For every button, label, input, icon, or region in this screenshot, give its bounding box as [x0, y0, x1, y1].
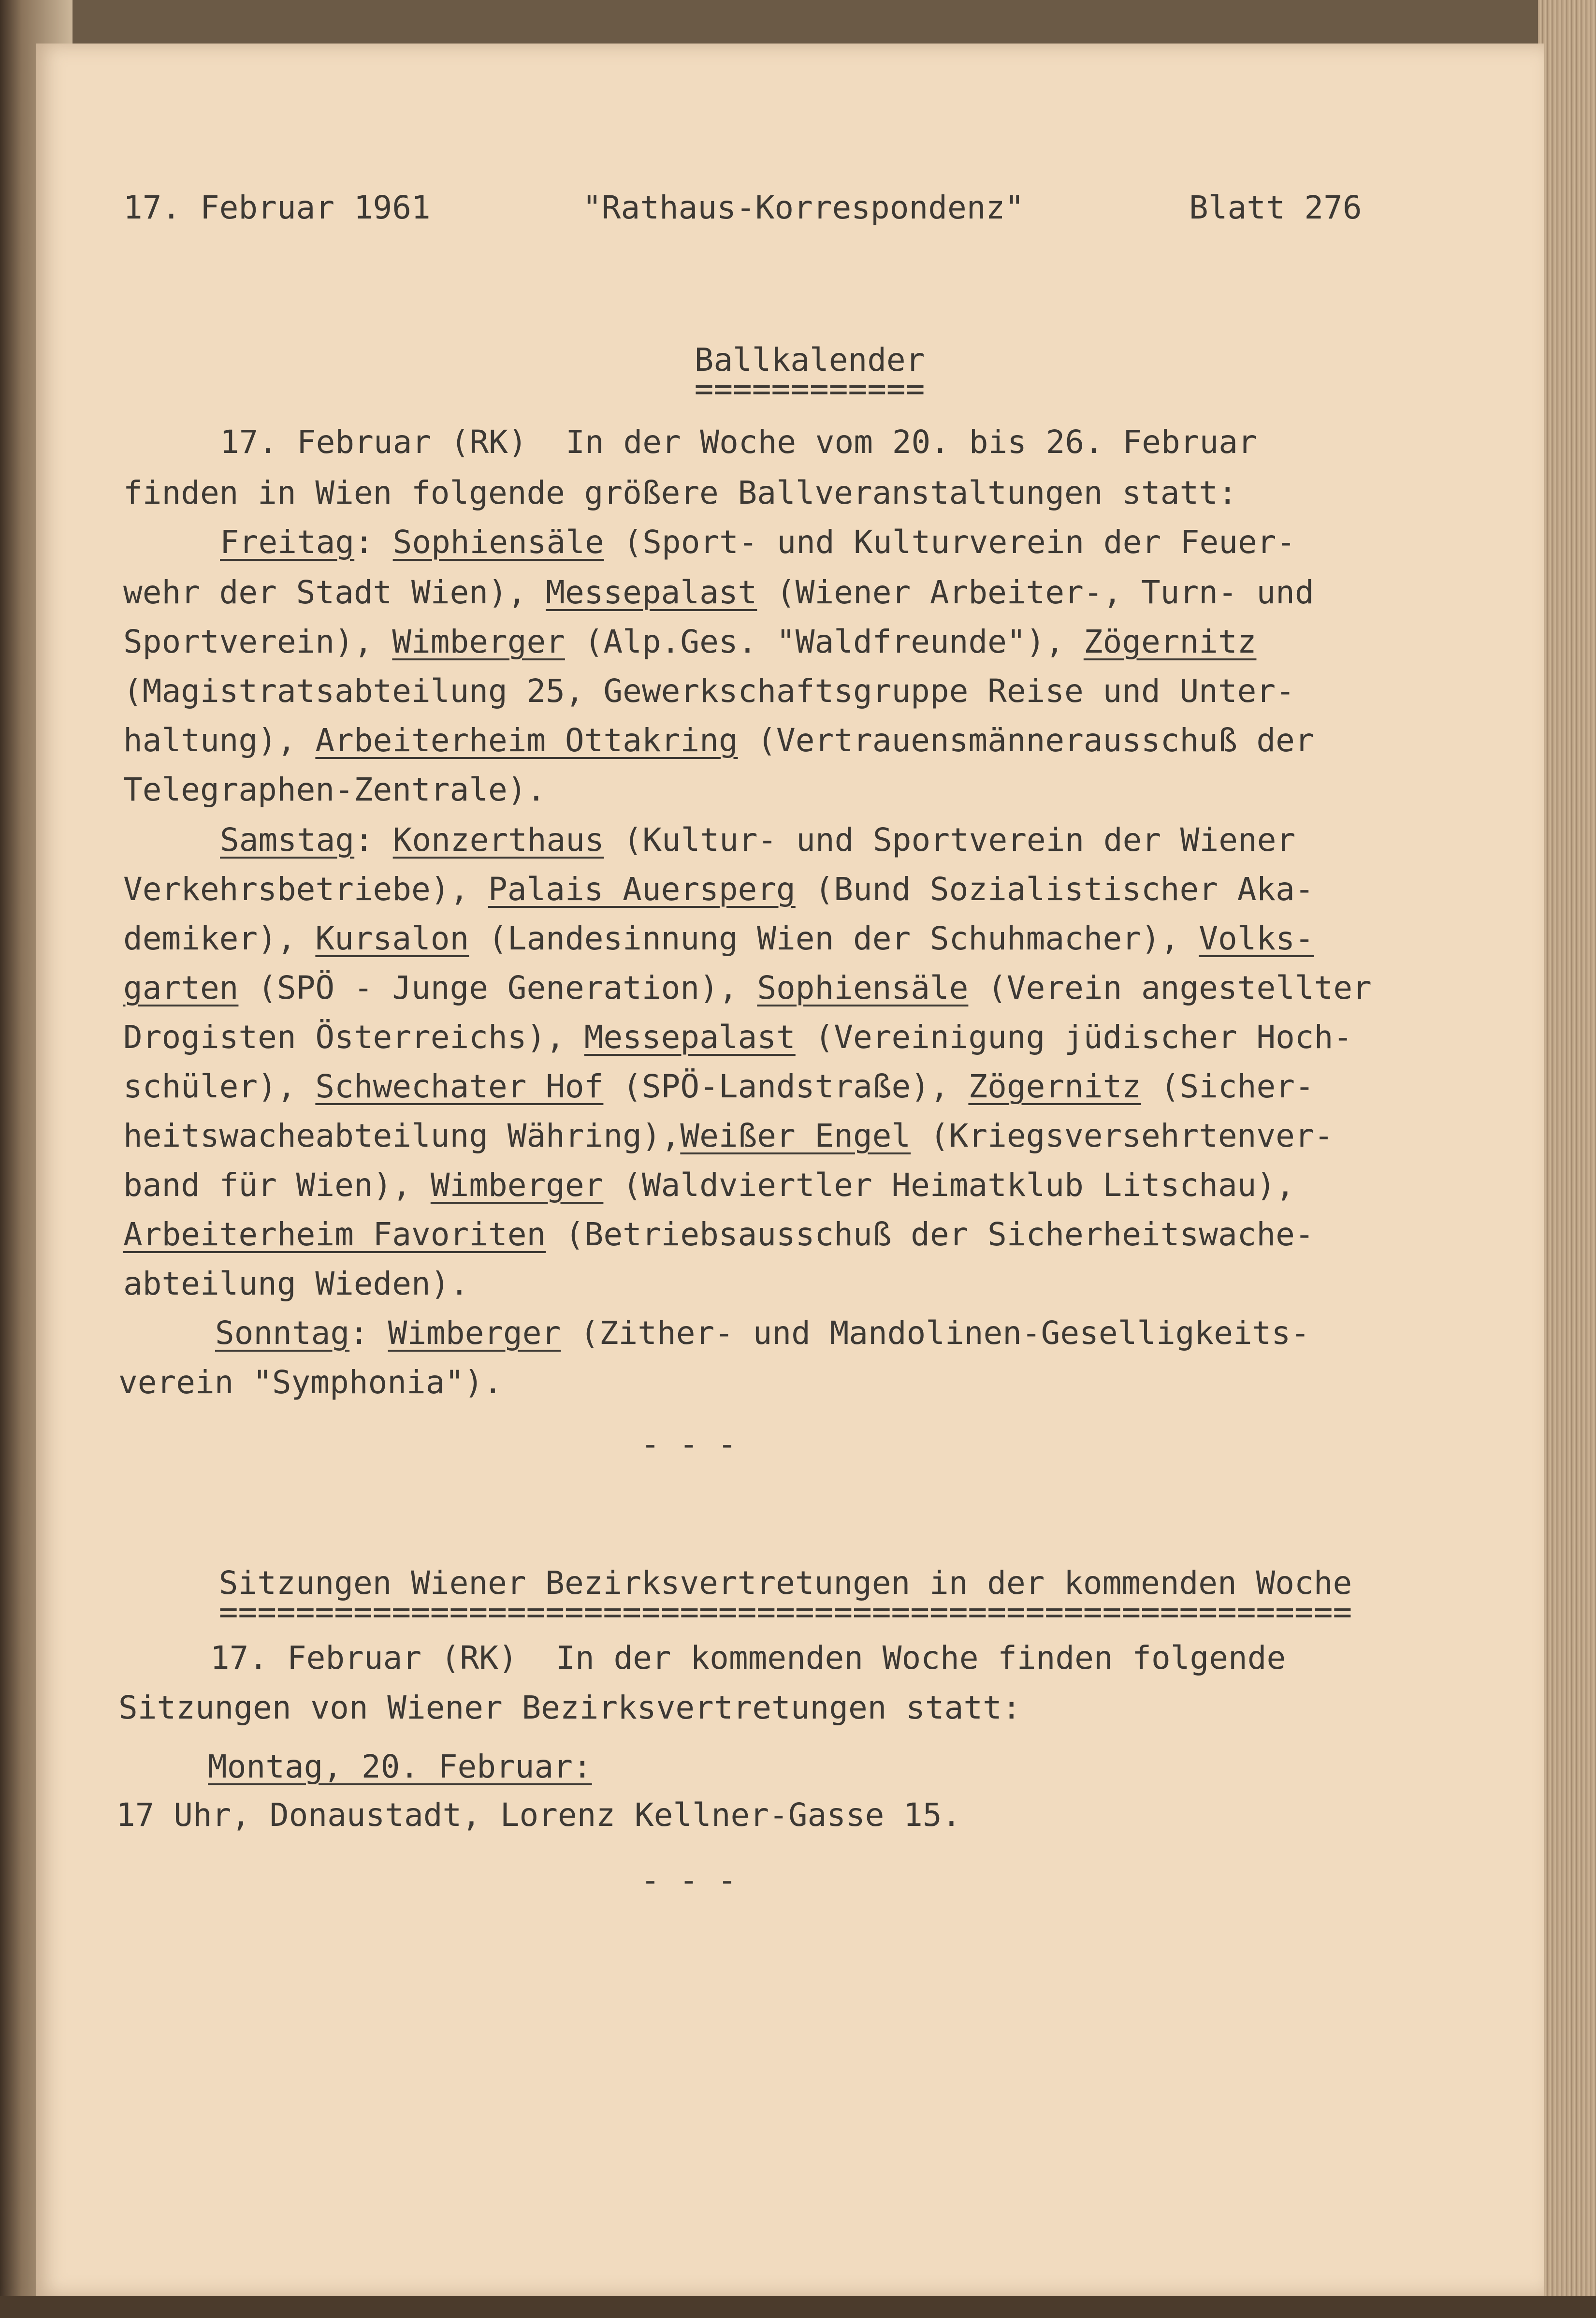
scan-page-edges: [1538, 0, 1596, 2318]
venue-detail: wehr der Stadt Wien),: [123, 574, 527, 611]
venue-detail: Drogisten Österreichs),: [123, 1019, 565, 1056]
venue: Palais Auersperg: [488, 871, 796, 908]
freitag-line-1: Freitag: Sophiensäle (Sport- und Kulturverein der Feuer-: [220, 524, 1296, 561]
section-title-rule: ===========================================================: [218, 1593, 1352, 1631]
venue-detail: Sportverein),: [123, 623, 373, 660]
venue-detail: (Verein angestellter: [987, 969, 1372, 1006]
venue: Wimberger: [392, 623, 565, 660]
section-title-ballkalender: Ballkalender: [694, 341, 925, 379]
venue-detail: (Betriebsausschuß der Sicherheitswache-: [565, 1216, 1314, 1253]
venue-detail: (Kultur- und Sportverein der Wiener: [623, 821, 1296, 859]
scan-bottom-edge: [0, 2296, 1596, 2318]
venue-detail: band für Wien),: [123, 1166, 412, 1204]
meeting-day: [208, 1748, 592, 1786]
venue: Zögernitz: [968, 1068, 1142, 1105]
samstag-line-5: [123, 1018, 1352, 1057]
freitag-line-6: Telegraphen-Zentrale).: [123, 771, 546, 808]
section-title-rule: ============: [694, 370, 925, 408]
day-label: Montag, 20. Februar:: [208, 1748, 592, 1785]
venue: Messepalast: [584, 1019, 796, 1056]
venue-detail: (Vertrauensmännerausschuß der: [757, 722, 1314, 759]
venue: Arbeiterheim Ottakring: [315, 722, 738, 759]
day-label: Sonntag: [215, 1314, 350, 1352]
dateline-text: 17. Februar (RK): [220, 423, 527, 461]
intro-text: In der kommenden Woche finden folgende: [556, 1639, 1286, 1677]
header-publication: "Rathaus-Korrespondenz": [582, 189, 1024, 226]
samstag-line-10: abteilung Wieden).: [123, 1265, 469, 1302]
header-date: 17. Februar 1961: [123, 189, 431, 226]
venue-detail: (Vereinigung jüdischer Hoch-: [814, 1019, 1353, 1056]
intro-text: In der Woche vom 20. bis 26. Februar: [566, 423, 1257, 461]
venue-detail: (Sicher-: [1160, 1068, 1314, 1105]
dateline-text: 17. Februar (RK): [210, 1639, 518, 1677]
freitag-line-2: [123, 573, 1314, 612]
day-label: Freitag: [220, 524, 355, 561]
section-title-sitzungen: Sitzungen Wiener Bezirksvertretungen in der kommenden Woche: [218, 1564, 1352, 1602]
venue-detail: (Waldviertler Heimatklub Litschau),: [623, 1166, 1295, 1204]
venue-detail: (SPÖ - Junge Generation),: [258, 969, 738, 1006]
samstag-line-9: [123, 1215, 1314, 1254]
day-label: Samstag: [220, 821, 355, 859]
venue-detail: (SPÖ-Landstraße),: [623, 1068, 949, 1105]
samstag-line-2: [123, 870, 1314, 909]
header-sheet: Blatt 276: [1189, 189, 1362, 226]
venue: Volks-: [1199, 920, 1314, 957]
section-end-mark: - - -: [640, 1426, 737, 1463]
venue: garten: [123, 969, 239, 1006]
venue-detail: Verkehrsbetriebe),: [123, 871, 469, 908]
dateline: [220, 423, 1257, 462]
samstag-line-4: [123, 969, 1372, 1007]
venue: Wimberger: [388, 1314, 561, 1352]
samstag-line-1: Samstag: Konzerthaus (Kultur- und Sportverein der Wiener: [220, 821, 1296, 859]
venue-detail: (Zither- und Mandolinen-Geselligkeits-: [580, 1314, 1310, 1352]
venue-detail: (Kriegsversehrtenver-: [929, 1117, 1334, 1154]
venue-detail: (Bund Sozialistischer Aka-: [814, 871, 1314, 908]
venue: Sophiensäle: [757, 969, 969, 1006]
freitag-line-4: (Magistratsabteilung 25, Gewerkschaftsgruppe Reise und Unter-: [123, 672, 1295, 710]
venue-detail: haltung),: [123, 722, 296, 759]
intro-line: Sitzungen von Wiener Bezirksvertretungen statt:: [118, 1689, 1021, 1726]
section-end-mark: - - -: [640, 1862, 737, 1899]
samstag-line-7: [123, 1117, 1333, 1155]
samstag-line-3: [123, 919, 1314, 958]
freitag-line-3: [123, 623, 1256, 661]
venue: Weißer Engel: [680, 1117, 911, 1154]
sonntag-line-2: verein "Symphonia").: [118, 1364, 503, 1401]
sonntag-line-1: Sonntag: Wimberger (Zither- und Mandolinen-Geselligkeits-: [215, 1314, 1310, 1352]
venue-detail: (Landesinnung Wien der Schuhmacher),: [488, 920, 1180, 957]
venue: Konzerthaus: [392, 821, 604, 859]
freitag-line-5: [123, 721, 1314, 760]
meeting-entry: 17 Uhr, Donaustadt, Lorenz Kellner-Gasse 15.: [116, 1796, 961, 1834]
venue-detail: (Sport- und Kulturverein der Feuer-: [623, 524, 1296, 561]
venue-detail: (Wiener Arbeiter-, Turn- und: [776, 574, 1314, 611]
document-page: [36, 44, 1544, 2296]
venue: Sophiensäle: [392, 524, 604, 561]
venue-detail: (Alp.Ges. "Waldfreunde"),: [584, 623, 1065, 660]
venue-detail: schüler),: [123, 1068, 296, 1105]
samstag-line-6: [123, 1067, 1314, 1106]
venue: Zögernitz: [1083, 623, 1257, 660]
venue: Messepalast: [546, 574, 757, 611]
samstag-line-8: [123, 1166, 1295, 1205]
venue: Arbeiterheim Favoriten: [123, 1216, 546, 1253]
intro-line: finden in Wien folgende größere Ballveranstaltungen statt:: [123, 474, 1237, 511]
venue: Wimberger: [430, 1166, 604, 1204]
venue-detail: heitswacheabteilung Währing),: [123, 1117, 681, 1154]
venue: Schwechater Hof: [315, 1068, 604, 1105]
venue-detail: demiker),: [123, 920, 296, 957]
venue: Kursalon: [315, 920, 469, 957]
dateline: [210, 1639, 1286, 1677]
